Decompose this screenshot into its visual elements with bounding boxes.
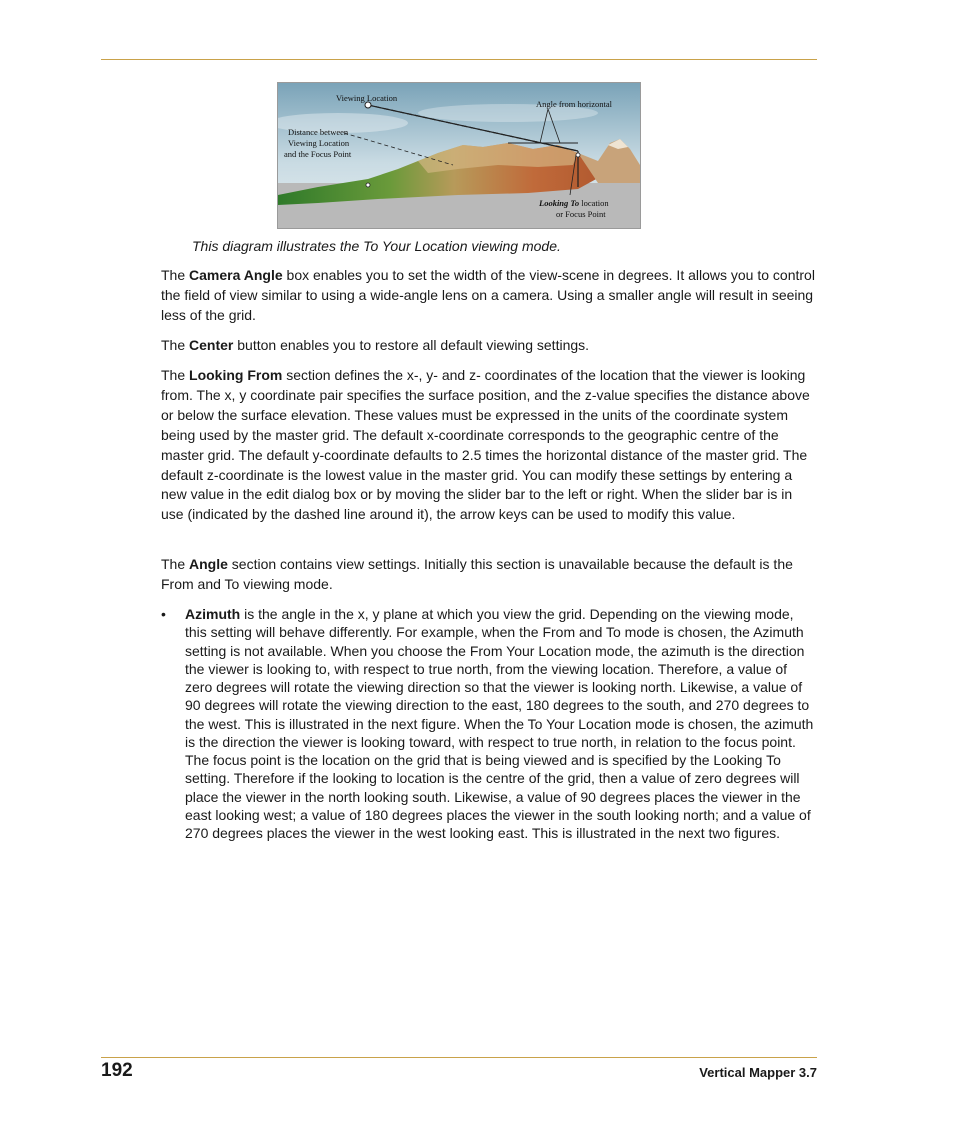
term-angle: Angle (189, 556, 228, 572)
text: The (161, 337, 190, 353)
text: button enables you to restore all default viewing settings. (233, 337, 590, 353)
page-number: 192 (101, 1060, 133, 1081)
paragraph-center (161, 336, 817, 356)
label-viewing-location: Viewing Location (336, 93, 398, 103)
text: The (161, 556, 190, 572)
figure-caption: This diagram illustrates the To Your Location viewing mode. (192, 238, 561, 254)
diagram-svg (278, 83, 640, 228)
paragraph-looking-from (161, 366, 817, 525)
label-looking-to-rest: location (579, 198, 609, 208)
label-angle: Angle from horizontal (536, 99, 613, 109)
label-distance-3: and the Focus Point (284, 149, 352, 159)
bullet-text (185, 605, 817, 842)
text: section defines the x-, y- and z- coordinates of the location that the viewer is looking from. The x, y coordinate pair specifies the surface position, and the z-value specifies the distance above or below the surface elevation. These values must be expressed in the units of the coordinate system being used by the master grid. The default x-coordinate corresponds to the geographic centre of the master grid. The default y-coordinate defaults to 2.5 times the horizontal distance of the master grid. The default z-coordinate is the lowest value in the master grid. You can modify these settings by entering a new value in the edit dialog box or by moving the slider bar to the left or right. When the slider bar is in use (indicated by the dashed line around it), the arrow keys can be used to modify this value. (161, 367, 810, 523)
term-looking-from: Looking From (189, 367, 283, 383)
term-azimuth: Azimuth (185, 606, 241, 622)
term-center: Center (189, 337, 234, 353)
term-camera-angle: Camera Angle (189, 267, 283, 283)
footer-title: Vertical Mapper 3.7 (699, 1065, 817, 1080)
label-focus-point: or Focus Point (556, 209, 606, 219)
label-distance-2: Viewing Location (288, 138, 350, 148)
viewing-mode-diagram (277, 82, 641, 229)
bullet-marker: • (161, 606, 166, 622)
text: The (161, 267, 190, 283)
paragraph-angle (161, 555, 817, 595)
text: section contains view settings. Initially this section is unavailable because the default is the From and To viewing mode. (161, 556, 793, 592)
label-looking-to (538, 198, 609, 208)
text: box enables you to set the width of the view-scene in degrees. It allows you to control the field of view similar to using a wide-angle lens on a camera. Using a smaller angle will result in seeing less of the grid. (161, 267, 815, 323)
label-looking-to-bold: Looking To (539, 198, 580, 208)
label-distance-1: Distance between (288, 127, 349, 137)
header-rule (101, 59, 817, 60)
text: is the angle in the x, y plane at which you view the grid. Depending on the viewing mode, this setting will behave differently. For example, when the From and To mode is chosen, the Azimuth setting is not available. When you choose the From Your Location mode, the azimuth is the direction the viewer is looking to, with respect to true north, from the viewing location. Therefore, a value of zero degrees will rotate the viewing direction so that the viewer is looking north. Likewise, a value of 90 degrees will rotate the viewing direction to the east, 180 degrees to the south, and 270 degrees to the west. This is illustrated in the next figure. When the To Your Location mode is chosen, the azimuth is the direction the viewer is looking toward, with respect to true north, in relation to the focus point. The focus point is the location on the grid that is being viewed and is specified by the Looking To setting. Therefore if the looking to location is the centre of the grid, then a value of zero degrees will place the viewer in the north looking south. Likewise, a value of 90 degrees places the viewer in the east looking west; a value of 180 degrees places the viewer in the south looking north; and a value of 270 degrees places the viewer in the west looking east. This is illustrated in the next two figures. (185, 606, 814, 841)
text: The (161, 367, 190, 383)
paragraph-camera-angle (161, 266, 817, 326)
focus-point-marker (576, 153, 580, 157)
footer-rule (101, 1057, 817, 1058)
